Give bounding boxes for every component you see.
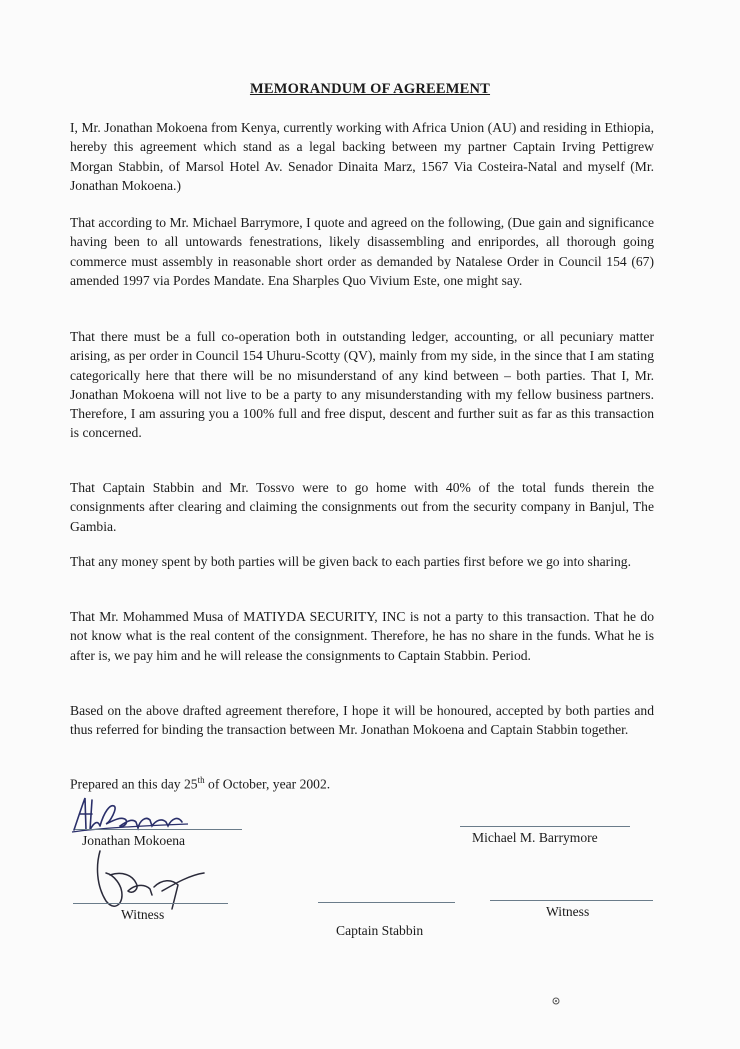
scan-speck-icon bbox=[551, 996, 561, 1006]
prepared-suffix: of October, year 2002. bbox=[204, 776, 331, 792]
witness-signature-icon bbox=[92, 845, 212, 915]
paragraph-cooperation: That there must be a full co-operation both in outstanding ledger, accounting, or all pecuniary matter arising, as per order in Council 154 Uhuru-Scotty (QV), mainly from my side, in the since that I am stating categorically here that there will be no misunderstand of any kind between – both parties. That I, Mr. Jonathan Mokoena will not live to be a party to any misunderstanding with my fellow business partners. Therefore, I am assuring you a 100% full and free disput, descent and further suit as far as this transaction is concerned. bbox=[70, 329, 654, 441]
document-title: MEMORANDUM OF AGREEMENT bbox=[249, 81, 491, 97]
prepared-prefix: Prepared an this day 25 bbox=[70, 776, 198, 792]
witness-right-signature-line bbox=[490, 900, 653, 901]
paragraph-funds-share: That Captain Stabbin and Mr. Tossvo were to go home with 40% of the total funds therein the consignments after clearing and claiming the consignments out from the security company in Banjul, The Gambia. bbox=[70, 480, 654, 534]
witness-left-label: Witness bbox=[121, 907, 165, 922]
paragraph-security-company: That Mr. Mohammed Musa of MATIYDA SECURITY, INC is not a party to this transaction. That he do not know what is the real content of the consignment. Therefore, he has no share in the funds. What he is after is, we pay him and he will release the consignments to Captain Stabbin. Period. bbox=[70, 609, 654, 663]
paragraph-parties: I, Mr. Jonathan Mokoena from Kenya, currently working with Africa Union (AU) and residing in Ethiopia, hereby this agreement which stand as a legal backing between my partner Captain Irving Pettigrew Morgan Stabbin, of Marsol Hotel Av. Senador Dinaita Marz, 1567 Via Costeira-Natal and myself (Mr. Jonathan Mokoena.) bbox=[70, 120, 654, 193]
witness-left-signature-line bbox=[73, 903, 228, 904]
stabbin-signature-line bbox=[318, 902, 455, 903]
paragraph-quote: That according to Mr. Michael Barrymore, I quote and agreed on the following, (Due gain and significance having been to all untowards fenestrations, likely disassembling and enripordes, all thorough going commerce must assembly in reasonable short order as demanded by Natalese Order in Council 154 (67) amended 1997 via Pordes Mandate. Ena Sharples Quo Vivium Este, one might say. bbox=[70, 215, 654, 288]
mokoena-signature-line bbox=[75, 829, 242, 830]
barrymore-signature-line bbox=[460, 826, 630, 827]
barrymore-name: Michael M. Barrymore bbox=[472, 830, 598, 845]
paragraph-conclusion: Based on the above drafted agreement therefore, I hope it will be honoured, accepted by both parties and thus referred for binding the transaction between Mr. Jonathan Mokoena and Captain Stabbin together. bbox=[70, 703, 654, 738]
paragraph-expenses: That any money spent by both parties will be given back to each parties first before we go into sharing. bbox=[70, 554, 631, 569]
stabbin-name: Captain Stabbin bbox=[336, 923, 424, 938]
prepared-date-line bbox=[70, 775, 330, 793]
witness-right-label: Witness bbox=[546, 904, 590, 919]
mokoena-signature-icon bbox=[70, 792, 200, 838]
mokoena-name: Jonathan Mokoena bbox=[82, 833, 186, 848]
prepared-ordinal: th bbox=[197, 775, 205, 785]
